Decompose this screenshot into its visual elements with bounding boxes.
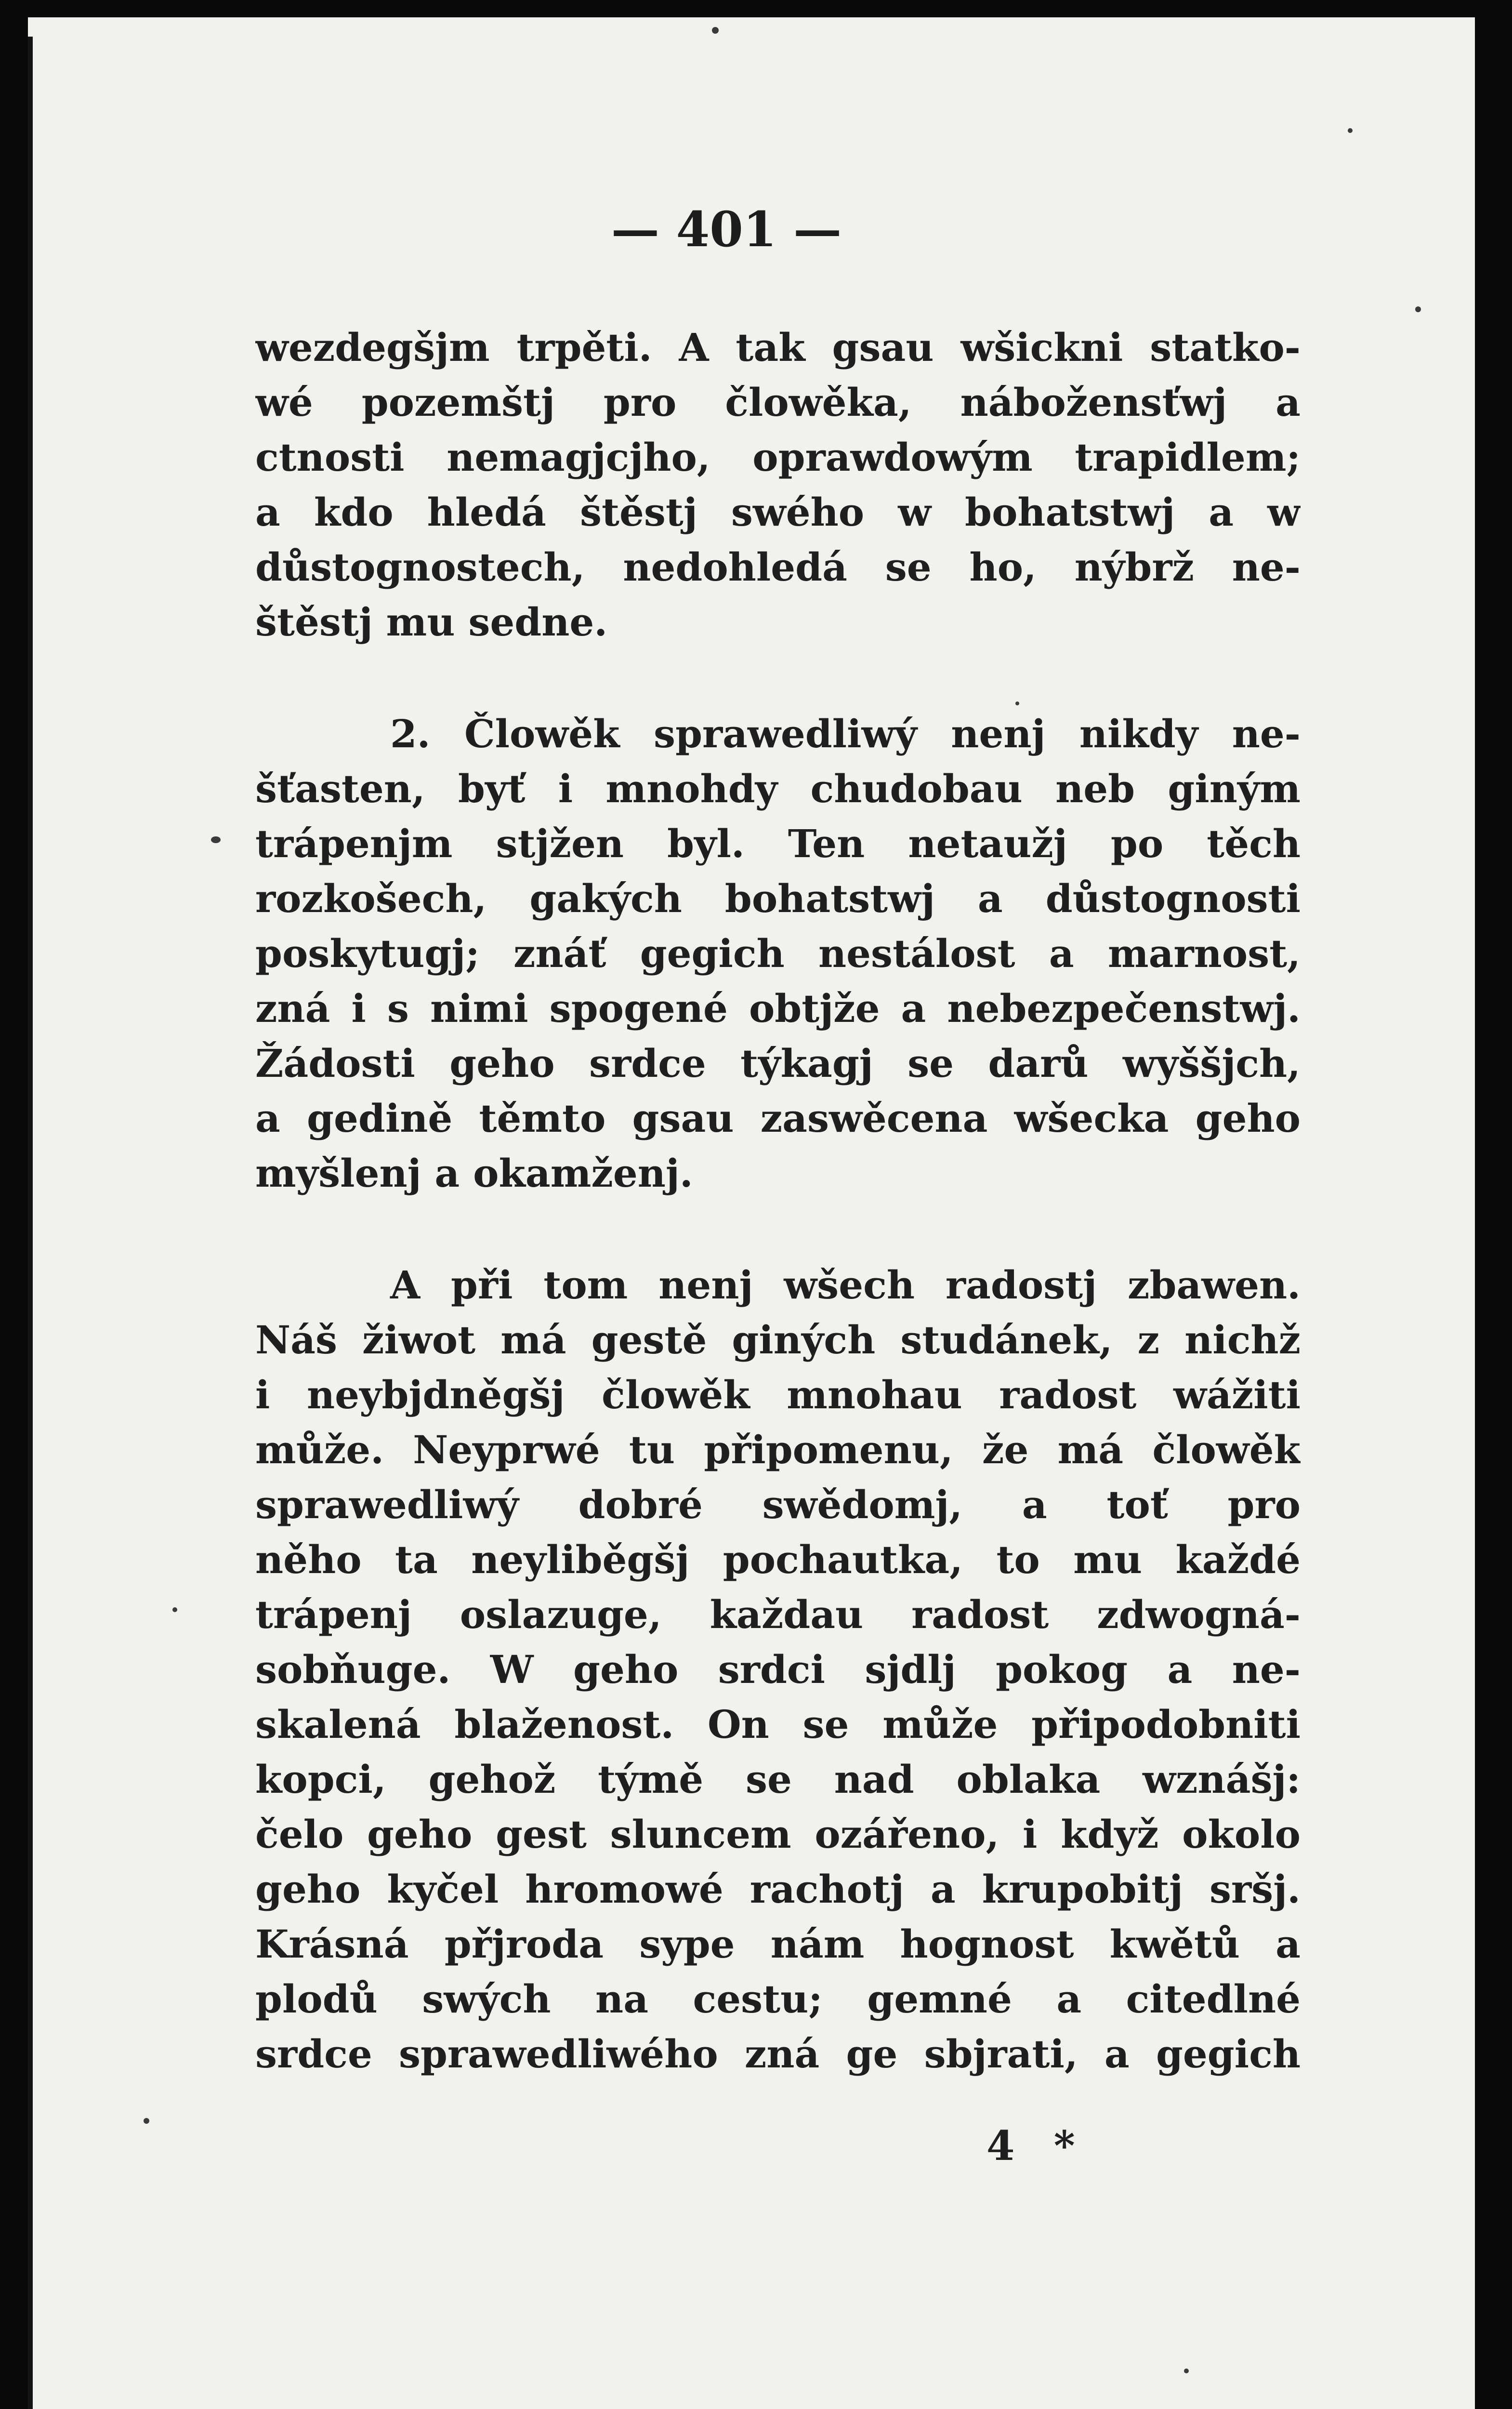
text-line: a kdo hledá štěstj swého w bohatstwj a w — [255, 490, 1301, 535]
text-line: skalená blaženost. On se může připodobniti — [255, 1702, 1301, 1747]
dust-speck — [172, 1607, 177, 1612]
dust-speck — [1184, 2369, 1189, 2373]
paragraph-gap — [255, 649, 1301, 706]
body-text — [255, 320, 1301, 2081]
book-page — [28, 17, 1475, 2409]
text-line: geho kyčel hromowé rachotj a krupobitj sršj. — [255, 1866, 1301, 1912]
page-number: — 401 — — [611, 201, 842, 258]
text-line: šťasten, byť i mnohdy chudobau neb giným — [255, 766, 1301, 811]
paragraph-2 — [255, 706, 1301, 1201]
text-line: zná i s nimi spogené obtjže a nebezpečenstwj. — [255, 986, 1301, 1031]
paragraph-1 — [255, 320, 1301, 649]
dust-speck — [144, 2118, 149, 2124]
text-line: Náš žiwot má gestě giných studánek, z nichž — [255, 1317, 1301, 1363]
text-line: myšlenj a okamženj. — [255, 1151, 693, 1196]
text-line: trápenjm stjžen byl. Ten netaužj po těch — [255, 821, 1301, 866]
text-line: něho ta neyliběgšj pochautka, to mu každé — [255, 1537, 1301, 1582]
text-line: srdce sprawedliwého zná ge sbjrati, a gegich — [255, 2031, 1301, 2077]
text-line: wé pozemštj pro člowěka, nábožensťwj a — [255, 380, 1301, 425]
text-line: a gedině těmto gsau zaswěcena wšecka geho — [255, 1096, 1301, 1141]
text-line: kopci, gehož týmě se nad oblaka wznášj: — [255, 1757, 1301, 1802]
dust-speck — [1348, 128, 1353, 133]
dust-speck — [1415, 306, 1421, 312]
text-line: wezdegšjm trpěti. A tak gsau wšickni statko- — [255, 325, 1301, 370]
page-edge-shadow — [28, 37, 33, 2409]
text-line: sprawedliwý dobré swědomj, a toť pro — [255, 1482, 1301, 1527]
text-line: štěstj mu sedne. — [255, 599, 608, 645]
text-line: může. Neyprwé tu připomenu, že má člowěk — [255, 1427, 1301, 1472]
dust-speck — [712, 27, 719, 34]
text-line: Žádosti geho srdce týkagj se darů wyššjch, — [255, 1041, 1301, 1086]
text-line: A při tom nenj wšech radostj zbawen. — [390, 1262, 1301, 1308]
signature-mark: 4 * — [986, 2122, 1088, 2170]
text-line: poskytugj; znáť gegich nestálost a marnost, — [255, 931, 1301, 976]
text-line: plodů swých na cestu; gemné a citedlné — [255, 1976, 1301, 2022]
text-line: trápenj oslazuge, každau radost zdwogná- — [255, 1592, 1301, 1637]
text-line: sobňuge. W geho srdci sjdlj pokog a ne- — [255, 1647, 1301, 1692]
dust-speck — [211, 836, 221, 843]
paragraph-3 — [255, 1257, 1301, 2081]
text-line: důstognostech, nedohledá se ho, nýbrž ne- — [255, 544, 1301, 590]
text-line: 2. Člowěk sprawedliwý nenj nikdy ne- — [390, 711, 1301, 756]
text-line: Krásná přjroda sype nám hognost kwětů a — [255, 1921, 1301, 1967]
text-line: rozkošech, gakých bohatstwj a důstognosti — [255, 876, 1301, 921]
text-line: i neybjdněgšj člowěk mnohau radost wážiti — [255, 1372, 1301, 1417]
text-line: čelo geho gest sluncem ozářeno, i když okolo — [255, 1812, 1301, 1857]
text-line: ctnosti nemagjcjho, oprawdowým trapidlem; — [255, 435, 1301, 480]
paragraph-gap — [255, 1201, 1301, 1257]
